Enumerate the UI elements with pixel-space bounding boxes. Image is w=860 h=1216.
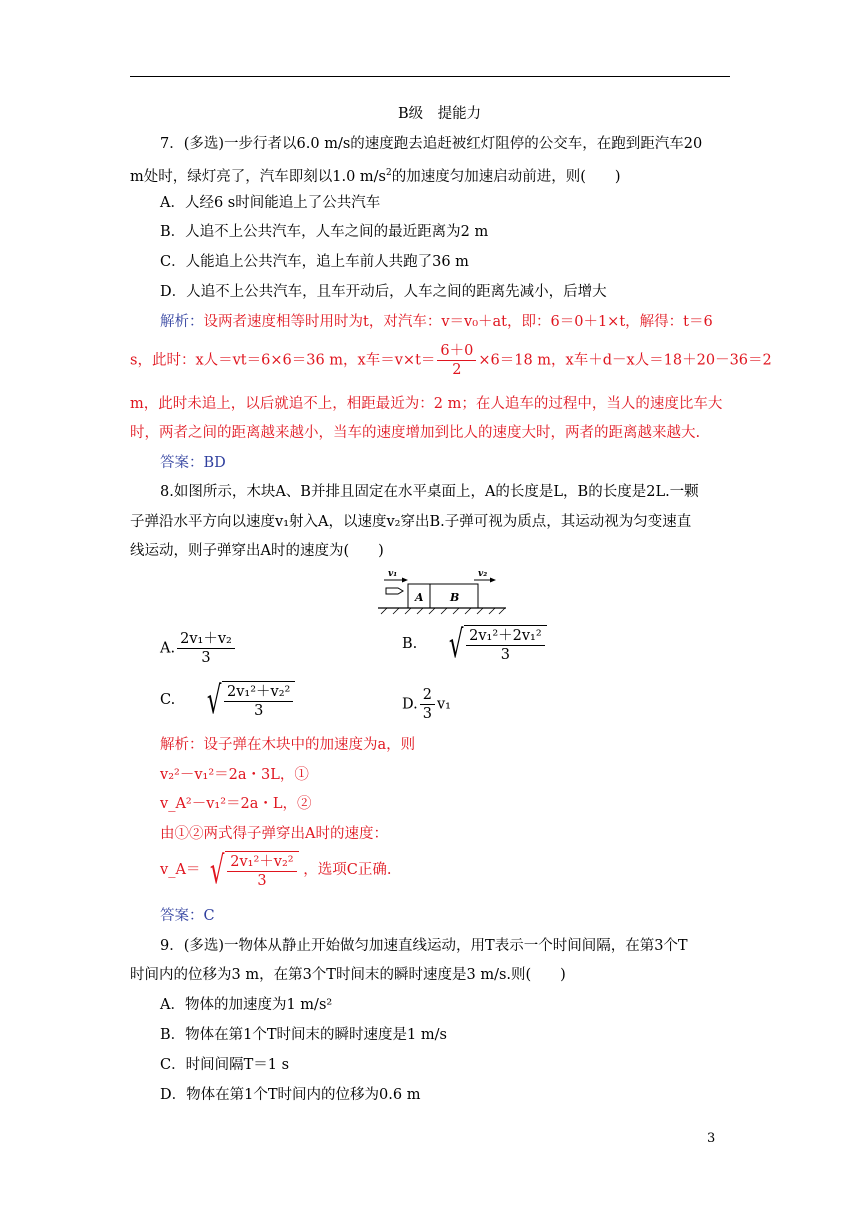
block-a-label: A [415, 591, 424, 604]
q8-line-1: 8.如图所示，木块A、B并排且固定在水平桌面上，A的长度是L，B的长度是2L.一颗 [160, 484, 699, 500]
q8-option-c: C. √ $\frac{\text{2v₁²＋v₂²}}{3}$ [160, 680, 295, 720]
a7-answer: 答案：BD [160, 455, 226, 471]
q9-line-2: 时间内的位移为3 m，在第3个T时间末的瞬时速度是3 m/s.则( ) [130, 967, 566, 983]
q9-line-1: 9．(多选)一物体从静止开始做匀加速直线运动，用T表示一个时间间隔，在第3个T [160, 938, 688, 954]
q9-option-b: B．物体在第1个T时间末的瞬时速度是1 m/s [160, 1027, 447, 1043]
q9-option-d: D．物体在第1个T时间内的位移为0.6 m [160, 1087, 421, 1103]
analysis-label: 解析： [160, 314, 204, 330]
q7-option-c: C．人能追上公共汽车，追上车前人共跑了36 m [160, 254, 469, 270]
q8-line-2: 子弹沿水平方向以速度v₁射入A，以速度v₂穿出B.子弹可视为质点，其运动视为匀变速直 [130, 514, 692, 530]
q9-option-c: C．时间间隔T＝1 s [160, 1057, 290, 1073]
a7-line-2: s，此时：x人＝vt＝6×6＝36 m，x车＝v×t＝ $\frac{6+0}{2}$ ×6＝18 m，x车＋d－x人＝18＋20－36＝2 [130, 343, 772, 378]
q7-line-2: m处时，绿灯亮了，汽车即刻以1.0 $m/s^2$的加速度匀加速启动前进，则( ) [130, 168, 621, 185]
q8-line-3: 线运动，则子弹穿出A时的速度为( ) [130, 543, 384, 559]
q7-line-1: 7．(多选)一步行者以6.0 m/s的速度跑去追赶被红灯阻停的公交车，在跑到距汽车20 [160, 136, 703, 152]
a8-line-1: 解析：设子弹在木块中的加速度为a，则 [160, 737, 416, 753]
q8-option-a: A. $\frac{\text{2v₁＋v₂}}{3}$ [160, 630, 237, 667]
a7-line-1: 解析：设两者速度相等时用时为t，对汽车：v＝v₀＋at，即：6＝0＋1×t，解得：t＝6 [160, 314, 713, 330]
a8-line-3: v_A²－v₁²＝2a・L，② [160, 796, 312, 812]
figure-label-v1: v₁ [388, 569, 398, 579]
bullet-block-figure [378, 565, 508, 623]
header-rule [130, 76, 730, 77]
q7-option-b: B．人追不上公共汽车，人车之间的最近距离为2 m [160, 224, 489, 240]
q7-option-d: D．人追不上公共汽车，且车开动后，人车之间的距离先减小，后增大 [160, 284, 607, 300]
block-b-label: B [450, 591, 460, 604]
q8-option-b: B. √ $\frac{\text{2v₁²＋2v₁²}}{3}$ [402, 624, 547, 664]
q9-option-a: A．物体的加速度为1 m/s² [160, 997, 333, 1013]
q7-option-a: A．人经6 s时间能追上了公共汽车 [160, 195, 381, 211]
page-number: 3 [707, 1131, 716, 1146]
figure-label-v2: v₂ [478, 569, 488, 579]
a8-result: v_A＝ √ $\frac{\text{2v₁²＋v₂²}}{3}$ ，选项C正确. [160, 848, 392, 892]
a7-line-3: m，此时未追上，以后就追不上，相距最近为：2 m；在人追车的过程中，当人的速度比车大 [130, 396, 723, 412]
a8-line-4: 由①②两式得子弹穿出A时的速度： [160, 826, 388, 842]
a8-line-2: v₂²－v₁²＝2a・3L，① [160, 767, 309, 783]
bullet-shape [386, 588, 403, 594]
q8-option-d: D. $\frac{2}{3}$ v₁ [402, 687, 451, 722]
section-title: B级 提能力 [398, 106, 482, 122]
a7-line-4: 时，两者之间的距离越来越小，当车的速度增加到比人的速度大时，两者的距离越来越大. [130, 425, 701, 441]
a8-answer: 答案：C [160, 908, 215, 924]
